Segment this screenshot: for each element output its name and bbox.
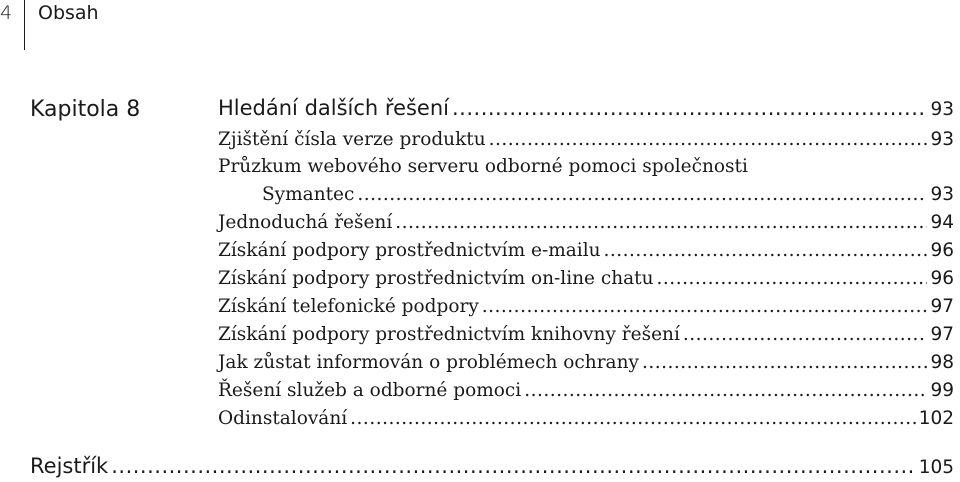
toc-chapter-entry[interactable] bbox=[218, 94, 954, 122]
toc-entry-page: 93 bbox=[930, 129, 954, 150]
toc-entry[interactable] bbox=[262, 181, 954, 209]
toc-entry-title: Hledání dalších řešení bbox=[218, 96, 449, 120]
toc-entry-title-line1[interactable]: Průzkum webového serveru odborné pomoci společnosti bbox=[218, 156, 748, 177]
toc-entry-page: 96 bbox=[930, 240, 954, 261]
toc-entry-title: Získání podpory prostřednictvím e-mailu bbox=[218, 240, 601, 261]
toc-index-entry[interactable] bbox=[30, 452, 954, 480]
toc-entry-page: 93 bbox=[930, 184, 954, 205]
running-title: Obsah bbox=[38, 2, 99, 24]
toc-entry[interactable] bbox=[218, 265, 954, 293]
toc-entry[interactable] bbox=[218, 237, 954, 265]
dot-leader bbox=[604, 237, 928, 265]
toc-entry-page: 96 bbox=[930, 268, 954, 289]
toc-entry-page: 98 bbox=[930, 352, 954, 373]
toc-entry-page: 105 bbox=[918, 457, 954, 478]
toc-entry-title: Jednoduchá řešení bbox=[218, 212, 393, 233]
dot-leader bbox=[657, 265, 928, 293]
toc-entry-title: Získání telefonické podpory bbox=[218, 296, 479, 317]
toc-entry[interactable] bbox=[218, 126, 954, 154]
toc-entry-page: 99 bbox=[930, 380, 954, 401]
toc-entry-title: Odinstalování bbox=[218, 408, 348, 429]
dot-leader bbox=[642, 349, 928, 377]
dot-leader bbox=[452, 94, 927, 122]
toc-entry[interactable] bbox=[218, 209, 954, 237]
toc-entry-page: 94 bbox=[930, 212, 954, 233]
dot-leader bbox=[482, 293, 928, 321]
toc-entry-page: 97 bbox=[930, 324, 954, 345]
dot-leader bbox=[111, 452, 915, 480]
dot-leader bbox=[489, 126, 928, 154]
page-number: 4 bbox=[0, 2, 13, 24]
toc-entry-title: Rejstřík bbox=[30, 454, 109, 478]
toc-entry[interactable] bbox=[218, 405, 954, 433]
toc-entry-page: 93 bbox=[930, 99, 954, 120]
toc-entry-title: Získání podpory prostřednictvím knihovny řešení bbox=[218, 324, 680, 345]
toc-entry-title: Jak zůstat informován o problémech ochrany bbox=[218, 352, 639, 373]
toc-entry-title: Zjištění čísla verze produktu bbox=[218, 129, 486, 150]
toc-entry[interactable] bbox=[218, 321, 954, 349]
dot-leader bbox=[524, 377, 927, 405]
dot-leader bbox=[350, 405, 916, 433]
chapter-label: Kapitola 8 bbox=[30, 97, 141, 122]
toc-entry-title: Získání podpory prostřednictvím on-line chatu bbox=[218, 268, 654, 289]
dot-leader bbox=[357, 181, 927, 209]
toc-entry[interactable] bbox=[218, 349, 954, 377]
toc-entry-title: Symantec bbox=[262, 184, 355, 205]
toc-entry-page: 102 bbox=[918, 408, 954, 429]
toc-entry[interactable] bbox=[218, 293, 954, 321]
header-divider bbox=[24, 0, 25, 50]
toc-entry[interactable] bbox=[218, 377, 954, 405]
toc-entry-title: Řešení služeb a odborné pomoci bbox=[218, 380, 522, 401]
toc-entry-page: 97 bbox=[930, 296, 954, 317]
dot-leader bbox=[683, 321, 928, 349]
dot-leader bbox=[395, 209, 927, 237]
